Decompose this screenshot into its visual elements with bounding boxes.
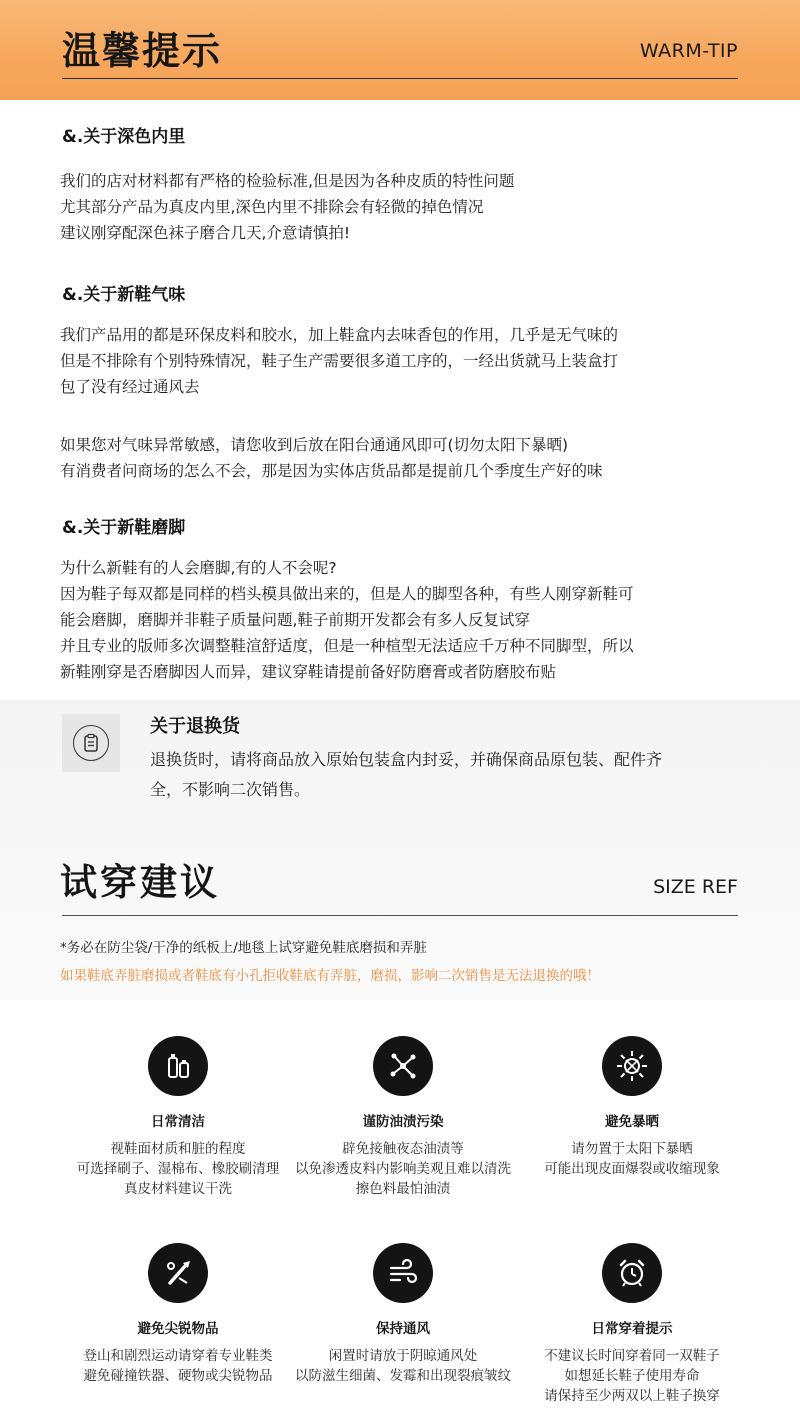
text-line: 因为鞋子每双都是同样的档头模具做出来的，但是人的脚型各种，有些人刚穿新鞋可 (60, 585, 634, 603)
size-ref-tag: SIZE REF (653, 876, 738, 898)
text-line: 全，不影响二次销售。 (150, 780, 311, 799)
text-line: 不建议长时间穿着同一双鞋子 (544, 1348, 720, 1364)
care-tip-title: 日常穿着提示 (591, 1321, 673, 1337)
text-line: 如果您对气味异常敏感，请您收到后放在阳台通通风即可(切勿太阳下暴晒) (60, 436, 569, 454)
care-tip-ventilation (273, 1243, 533, 1386)
text-line: 视鞋面材质和脏的程度 (110, 1141, 246, 1157)
text-line: 我们产品用的都是环保皮料和胶水，加上鞋盒内去味香包的作用，几乎是无气味的 (60, 326, 619, 344)
text-line: 可选择刷子、湿棉布、橡胶刷清理 (76, 1161, 280, 1177)
section-paragraph (60, 555, 750, 685)
text-line: 请勿置于太阳下暴晒 (571, 1141, 693, 1157)
header-divider (62, 78, 738, 79)
care-tip-cleaning (48, 1036, 308, 1199)
care-tip-text (48, 1346, 308, 1386)
care-tip-daily-wear (502, 1243, 762, 1406)
receipt-icon (73, 725, 109, 761)
section-heading-new-shoe-smell: &.关于新鞋气味 (62, 285, 186, 305)
text-line: 但是不排除有个别特殊情况，鞋子生产需要很多道工序的，一经出货就马上装盒打 (60, 352, 619, 370)
section-paragraph (60, 322, 750, 400)
section-paragraph (60, 432, 750, 484)
try-on-note: *务必在防尘袋/干净的纸板上/地毯上试穿避免鞋底磨损和弄脏 (60, 940, 427, 956)
care-tip-text (502, 1139, 762, 1179)
return-icon-tile (62, 714, 120, 772)
text-line: 以防滋生细菌、发霉和出现裂痕皱纹 (295, 1368, 511, 1384)
text-line: 能会磨脚，磨脚并非鞋子质量问题,鞋子前期开发都会有多人反复试穿 (60, 611, 530, 629)
care-tip-text (273, 1346, 533, 1386)
care-tip-oil-stains (273, 1036, 533, 1199)
page-tag: WARM-TIP (639, 40, 738, 62)
size-ref-divider (62, 915, 738, 916)
wind-icon (373, 1243, 433, 1303)
care-tip-sharp-objects (48, 1243, 308, 1386)
care-tip-text (48, 1139, 308, 1199)
text-line: 以免渗透皮料内影响美观且难以清洗 (295, 1161, 511, 1177)
care-tip-text (273, 1139, 533, 1199)
page-title: 温馨提示 (62, 29, 223, 73)
text-line: 擦色料最怕油渍 (355, 1181, 451, 1197)
header-banner (0, 0, 800, 100)
text-line: 建议刚穿配深色袜子磨合几天,介意请慎拍! (60, 224, 351, 242)
section-paragraph (60, 168, 750, 246)
section-heading-dark-lining: &.关于深色内里 (62, 127, 186, 147)
return-policy-title: 关于退换货 (150, 716, 240, 737)
text-line: 请保持至少两双以上鞋子换穿 (544, 1388, 720, 1404)
care-tip-title: 避免尖锐物品 (137, 1321, 219, 1337)
section-heading-blisters: &.关于新鞋磨脚 (62, 518, 186, 538)
care-tip-title: 谨防油渍污染 (362, 1114, 444, 1130)
text-line: 有消费者问商场的怎么不会，那是因为实体店货品都是提前几个季度生产好的味 (60, 462, 603, 480)
text-line: 真皮材料建议干洗 (124, 1181, 232, 1197)
care-tip-title: 避免暴晒 (605, 1114, 659, 1130)
alarm-clock-icon (602, 1243, 662, 1303)
text-line: 我们的店对材料都有严格的检验标准,但是因为各种皮质的特性问题 (60, 172, 515, 190)
sun-icon (602, 1036, 662, 1096)
text-line: 辟免接触夜态油渍等 (342, 1141, 464, 1157)
try-on-warning: 如果鞋底弄脏磨损或者鞋底有小孔拒收鞋底有弄脏，磨损，影响二次销售是无法退换的哦！ (60, 968, 600, 984)
text-line: 为什么新鞋有的人会磨脚,有的人不会呢? (60, 559, 337, 577)
size-ref-title: 试穿建议 (60, 861, 220, 904)
text-line: 新鞋刚穿是否磨脚因人而异，建议穿鞋请提前备好防磨膏或者防磨胶布贴 (60, 663, 557, 681)
care-tip-sun (502, 1036, 762, 1179)
text-line: 闲置时请放于阴晾通风处 (328, 1348, 478, 1364)
text-line: 避免碰撞铁器、硬物或尖锐物品 (83, 1368, 273, 1384)
text-line: 可能出现皮面爆裂或收缩现象 (544, 1161, 720, 1177)
care-tip-title: 日常清洁 (151, 1114, 205, 1130)
return-policy-text (150, 745, 740, 805)
text-line: 如想延长鞋子使用寿命 (564, 1368, 700, 1384)
text-line: 尤其部分产品为真皮内里,深色内里不排除会有轻微的掉色情况 (60, 198, 484, 216)
sharp-tools-icon (148, 1243, 208, 1303)
text-line: 并且专业的版师多次调整鞋渲舒适度，但是一种楦型无法适应千万种不同脚型，所以 (60, 637, 634, 655)
text-line: 退换货时，请将商品放入原始包装盒内封妥，并确保商品原包装、配件齐 (150, 750, 663, 769)
care-tip-title: 保持通风 (376, 1321, 430, 1337)
cleaning-bottles-icon (148, 1036, 208, 1096)
stain-splash-icon (373, 1036, 433, 1096)
text-line: 登山和剧烈运动请穿着专业鞋类 (83, 1348, 273, 1364)
care-tip-text (502, 1346, 762, 1406)
text-line: 包了没有经过通风去 (60, 378, 200, 396)
